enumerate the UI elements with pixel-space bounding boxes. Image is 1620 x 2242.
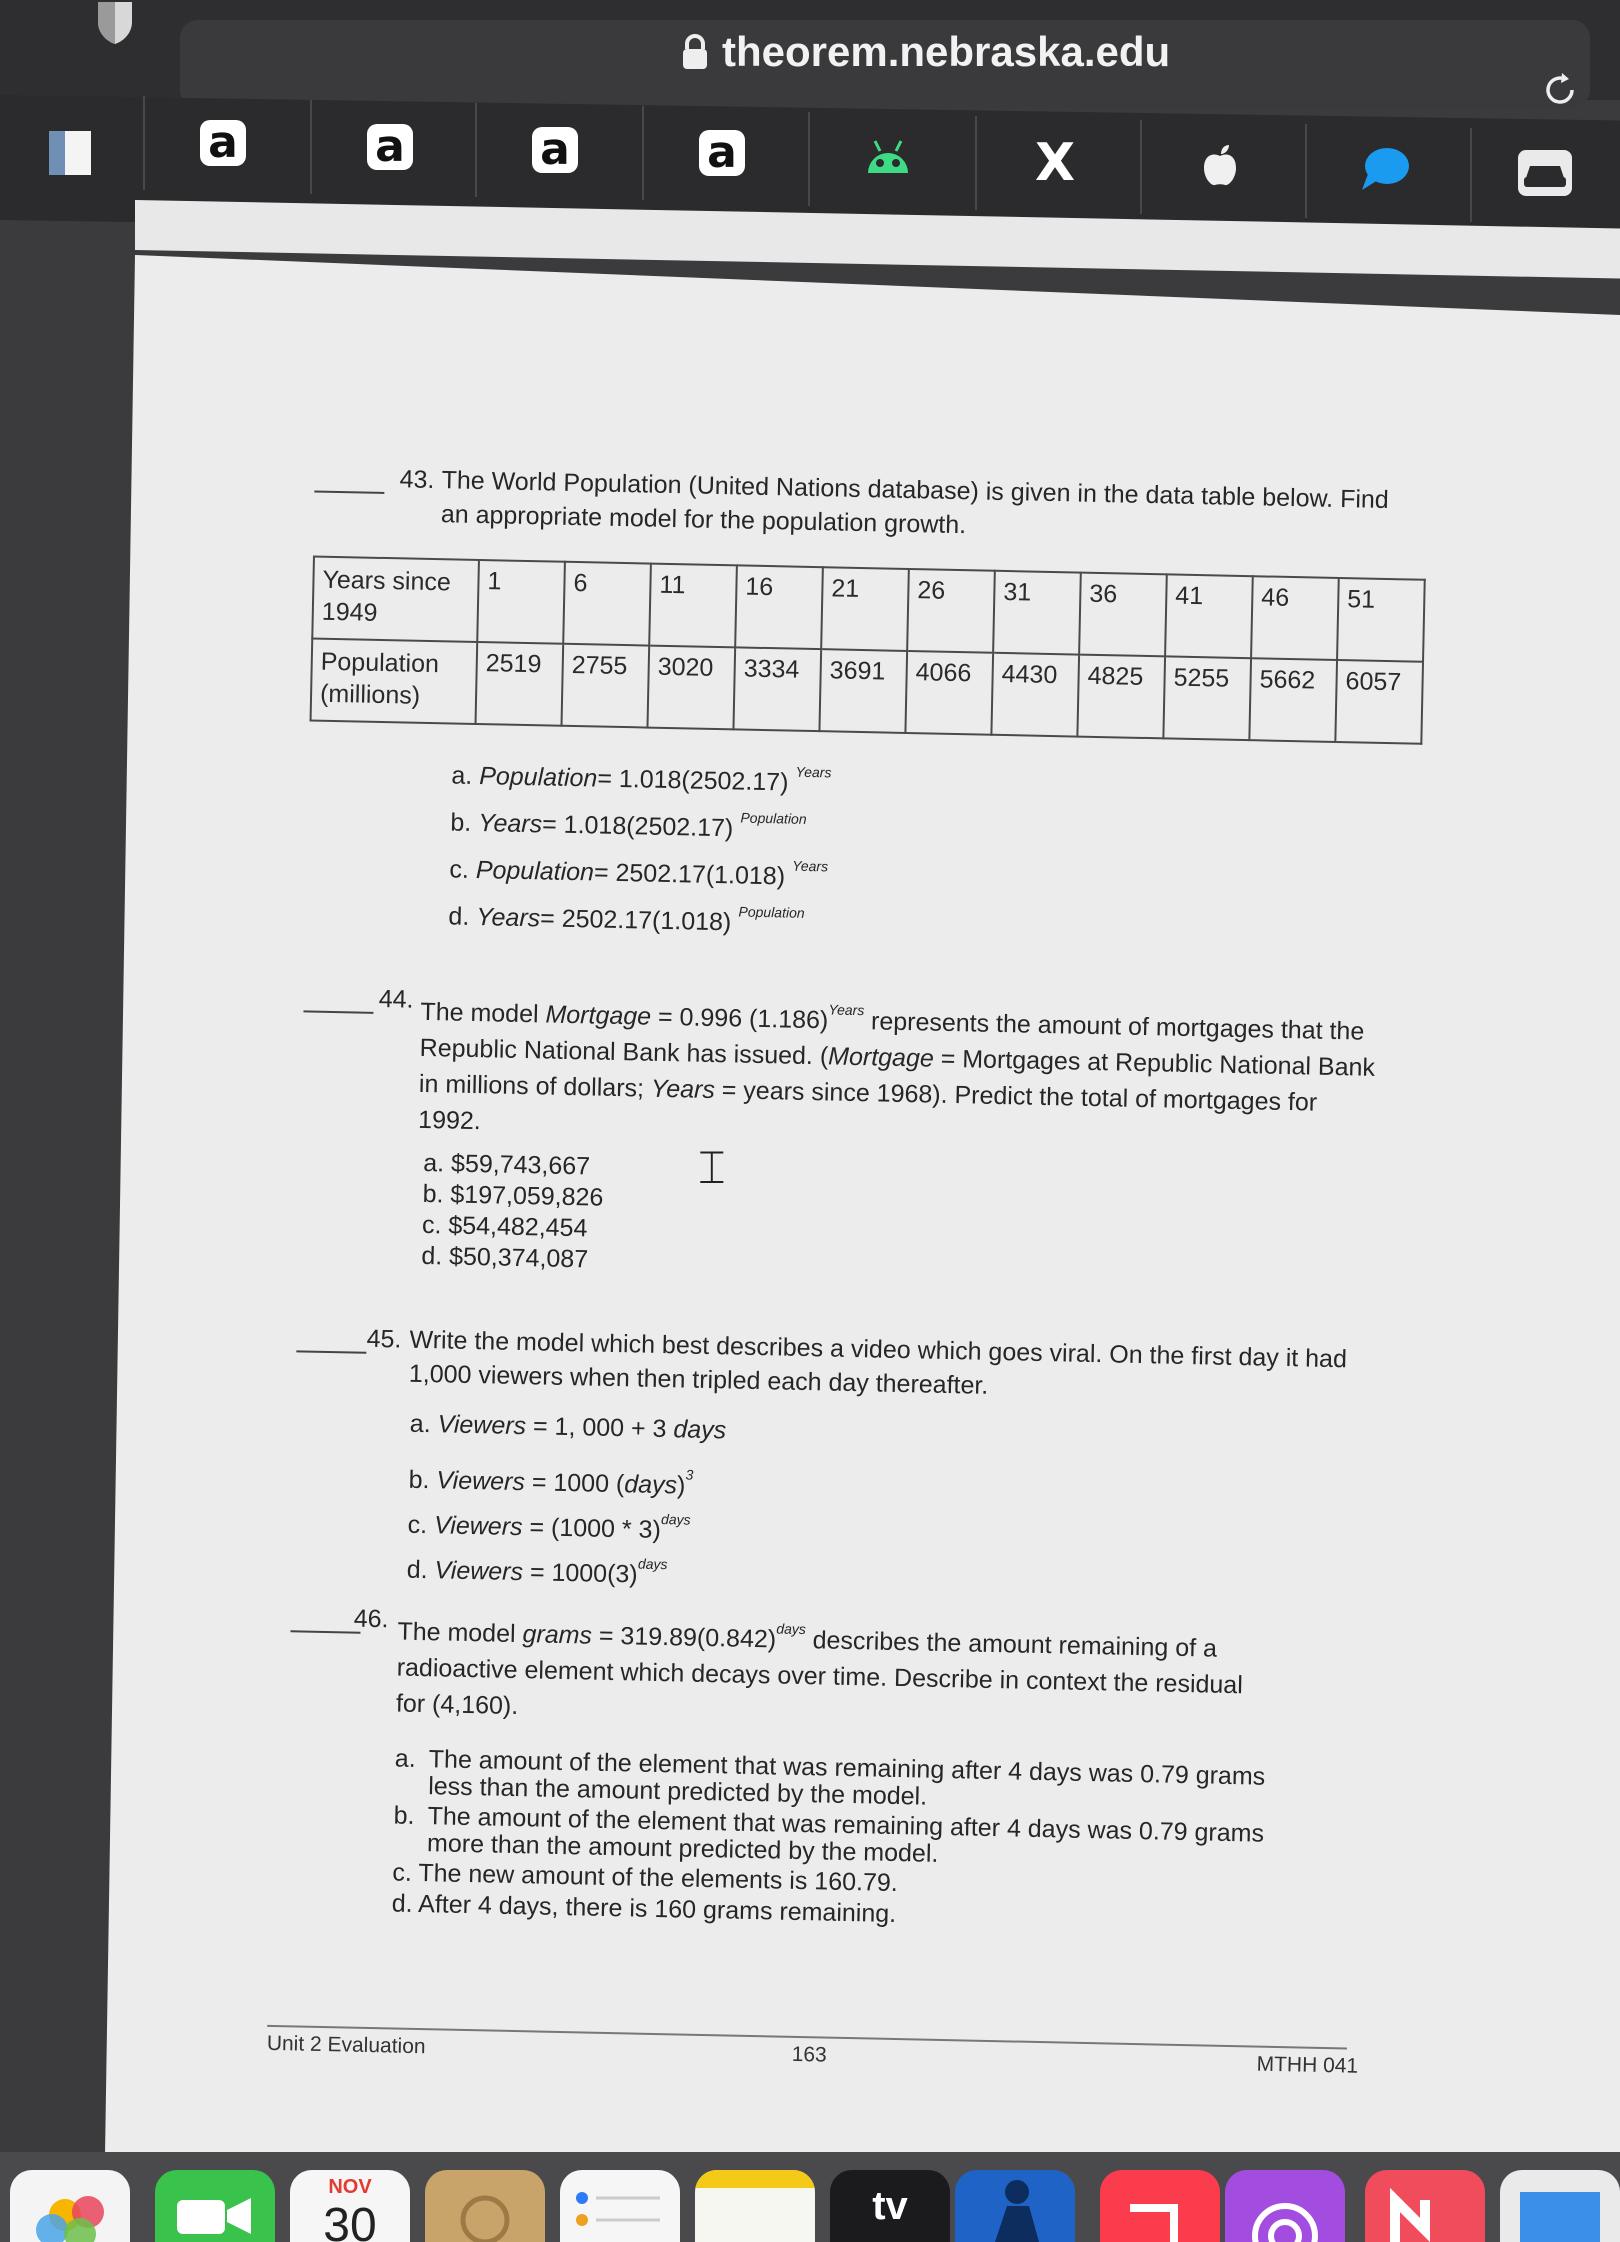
reload-icon[interactable] — [1540, 70, 1580, 110]
model-exponent: Years — [828, 1001, 865, 1019]
option-43c[interactable] — [449, 842, 828, 893]
news-icon[interactable] — [1365, 2170, 1485, 2242]
option-label: d. — [391, 1889, 413, 1918]
question-44 — [279, 980, 1429, 1136]
question-number: 46. — [353, 1604, 389, 1634]
option-label: a. — [451, 761, 473, 790]
text-part: represents the amount of mortgages that the Republic National Bank has issued. ( — [419, 1007, 1365, 1071]
music-icon[interactable] — [1100, 2170, 1220, 2242]
table-cell: 26 — [907, 569, 995, 653]
table-cell: 31 — [993, 571, 1081, 655]
option-45d[interactable] — [406, 1543, 667, 1591]
amazon-icon: a — [532, 127, 578, 173]
favorite-amazon-1[interactable] — [143, 88, 303, 198]
table-cell: 3691 — [819, 649, 907, 733]
option-variable: Years — [475, 903, 541, 933]
favorite-apple[interactable] — [1140, 112, 1300, 222]
option-text: The amount of the element that was remaining after 4 days was 0.79 grams more than the amount predicted by the model. — [426, 1802, 1265, 1868]
text-part: = years since 1968). Predict the total of mortgages for 1992. — [417, 1076, 1318, 1136]
option-expression: = 2502.17(1.018) — [539, 904, 732, 937]
option-variable: Years — [477, 809, 543, 839]
model-variable: grams — [522, 1620, 593, 1650]
option-expression: = (1000 * 3) — [522, 1513, 662, 1544]
favorite-android[interactable] — [808, 104, 968, 214]
table-cell: 6 — [563, 562, 651, 646]
option-text: The amount of the element that was remaining after 4 days was 0.79 grams less than the amount predicted by the model. — [427, 1745, 1266, 1811]
question-text — [418, 983, 1381, 1158]
text-part: describes the amount remaining of a radioactive element which decays over time. Describe in context the residual for (4,160). — [395, 1626, 1244, 1721]
option-text: The new amount of the elements is 160.79. — [418, 1859, 899, 1898]
favorite-x[interactable] — [975, 108, 1135, 218]
table-cell: 4430 — [991, 653, 1079, 737]
separator — [642, 106, 644, 200]
calendar-month: NOV — [328, 2176, 372, 2198]
option-label: b. — [450, 808, 472, 837]
option-label: c. — [392, 1858, 413, 1887]
table-cell: 3020 — [647, 646, 735, 730]
separator — [310, 100, 312, 194]
worksheet — [256, 460, 1440, 2124]
reminders-icon[interactable] — [560, 2170, 680, 2242]
apple-tv-icon[interactable] — [830, 2170, 950, 2242]
podcasts-icon[interactable] — [1225, 2170, 1345, 2242]
table-row-header: Years since 1949 — [312, 557, 479, 642]
separator — [1470, 128, 1472, 222]
table-cell: 16 — [735, 565, 823, 649]
option-43b[interactable] — [450, 795, 807, 845]
table-cell: 21 — [821, 567, 909, 651]
question-text — [396, 1603, 1248, 1740]
separator — [475, 103, 477, 197]
option-45a[interactable] — [410, 1408, 727, 1447]
question-text: The World Population (United Nations database) is given in the data table below. Find an appropriate model for the population growth. — [440, 466, 1390, 540]
option-45c[interactable] — [407, 1498, 691, 1547]
table-cell: 46 — [1251, 576, 1339, 660]
question-number: 43. — [399, 465, 435, 495]
option-expression: ) — [676, 1471, 686, 1500]
option-expression: = 1000 ( — [524, 1468, 625, 1499]
option-exponent: Years — [792, 857, 829, 875]
books-icon[interactable] — [955, 2170, 1075, 2242]
option-exponent: Population — [740, 809, 807, 827]
lock-icon — [682, 34, 708, 70]
table-cell: 2519 — [476, 642, 564, 726]
question-text: Write the model which best describes a video which goes viral. On the first day it had 1,000 viewers when then tripled each day thereafter. — [408, 1325, 1348, 1400]
option-variable: Viewers — [437, 1410, 527, 1441]
option-variable: days — [624, 1470, 678, 1500]
facetime-icon[interactable] — [155, 2170, 275, 2242]
option-variable: Viewers — [434, 1556, 524, 1587]
model-expression: = 319.89(0.842) — [591, 1621, 777, 1654]
option-44c[interactable]: c. $54,482,454 — [421, 1210, 588, 1243]
option-variable: days — [673, 1415, 727, 1445]
table-cell: 41 — [1165, 574, 1253, 658]
question-number: 45. — [366, 1324, 402, 1354]
option-exponent: 3 — [685, 1466, 694, 1483]
option-expression: = 1000(3) — [522, 1558, 638, 1589]
shield-icon[interactable] — [92, 0, 138, 46]
option-text: After 4 days, there is 160 grams remaining. — [417, 1890, 897, 1929]
favorite-amazon-2[interactable] — [310, 92, 470, 202]
population-table — [310, 556, 1426, 745]
defined-variable: Mortgage — [827, 1042, 935, 1073]
table-cell: 5662 — [1249, 658, 1337, 742]
answer-blank[interactable] — [290, 1630, 360, 1633]
answer-blank[interactable] — [303, 1010, 373, 1013]
amazon-icon: a — [367, 124, 413, 170]
model-variable: Mortgage — [545, 1000, 652, 1031]
chat-bubble-icon — [1360, 146, 1410, 197]
option-label: b. — [393, 1801, 415, 1830]
option-label: a. — [394, 1744, 416, 1773]
question-45 — [272, 1320, 1422, 1400]
favorite-amazon-3[interactable] — [475, 95, 635, 205]
notes-icon[interactable] — [695, 2170, 815, 2242]
table-cell: 2755 — [561, 644, 649, 728]
separator — [1305, 124, 1307, 218]
tv-label: tv — [872, 2184, 908, 2228]
question-number: 44. — [378, 984, 414, 1014]
option-expression: = 1, 000 + 3 — [525, 1412, 674, 1444]
text-cursor-icon: ⌶ — [698, 1140, 726, 1194]
option-expression: = 1.018(2502.17) — [541, 810, 734, 843]
option-variable: Population — [475, 855, 595, 887]
table-cell: 3334 — [733, 647, 821, 731]
table-cell: 36 — [1079, 573, 1167, 657]
footer-left: Unit 2 Evaluation — [266, 2031, 426, 2059]
option-variable: Population — [478, 762, 598, 793]
option-variable: Viewers — [436, 1466, 526, 1497]
table-row-header: Population (millions) — [311, 639, 478, 724]
option-exponent: Population — [738, 903, 805, 921]
separator — [143, 96, 145, 190]
text-part: = Mortgages at Republic National Bank in millions of dollars; — [418, 1044, 1376, 1103]
calendar-icon[interactable] — [290, 2170, 410, 2242]
question-46 — [266, 1600, 1416, 1721]
keynote-icon[interactable] — [1500, 2170, 1620, 2242]
answer-blank[interactable] — [296, 1350, 366, 1353]
option-44a[interactable]: a. $59,743,667 — [423, 1148, 591, 1181]
option-label: a. — [409, 1409, 431, 1439]
option-exponent: days — [637, 1555, 668, 1573]
document-icon — [47, 129, 93, 182]
option-43a[interactable] — [451, 748, 832, 799]
amazon-icon: a — [699, 130, 745, 176]
separator — [808, 112, 810, 206]
url-text[interactable]: theorem.nebraska.edu — [722, 28, 1171, 75]
separator — [1140, 120, 1142, 214]
amazon-icon: a — [200, 120, 246, 166]
footer-right: MTHH 041 — [1256, 2052, 1359, 2078]
option-44b[interactable]: b. $197,059,826 — [422, 1179, 604, 1212]
option-label: d. — [448, 902, 470, 931]
option-expression: = 1.018(2502.17) — [597, 764, 789, 797]
favorite-car[interactable] — [1470, 120, 1620, 230]
favorite-document[interactable] — [0, 100, 140, 210]
footer-page-number: 163 — [791, 2042, 828, 2067]
favorite-chat[interactable] — [1305, 116, 1465, 226]
option-exponent: Years — [795, 763, 832, 781]
favorite-amazon-4[interactable] — [642, 98, 802, 208]
defined-variable: Years — [650, 1074, 716, 1105]
text-part: The model — [420, 997, 546, 1029]
option-label: c. — [407, 1510, 428, 1540]
option-43d[interactable] — [448, 889, 805, 939]
text-part: The model — [397, 1617, 523, 1649]
car-icon — [1518, 150, 1572, 201]
table-cell: 11 — [649, 564, 737, 648]
apple-icon — [1202, 144, 1238, 191]
photos-icon[interactable] — [10, 2170, 130, 2242]
option-45b[interactable] — [408, 1453, 693, 1502]
option-44d[interactable]: d. $50,374,087 — [421, 1241, 589, 1274]
option-label: b. — [408, 1465, 430, 1495]
option-variable: Viewers — [433, 1511, 523, 1542]
option-exponent: days — [660, 1511, 691, 1528]
calendar-day: 30 — [323, 2199, 377, 2242]
option-label: d. — [406, 1555, 428, 1585]
x-icon: X — [1034, 133, 1076, 193]
answer-blank[interactable] — [314, 491, 384, 494]
model-exponent: days — [776, 1620, 807, 1638]
contacts-icon[interactable] — [425, 2170, 545, 2242]
separator — [975, 116, 977, 210]
option-expression: = 2502.17(1.018) — [593, 858, 786, 891]
table-cell: 4825 — [1077, 655, 1165, 739]
table-cell: 51 — [1337, 578, 1425, 662]
android-icon — [865, 137, 911, 182]
option-label: c. — [449, 855, 470, 884]
table-cell: 1 — [477, 560, 565, 644]
table-cell: 4066 — [905, 651, 993, 735]
model-expression: = 0.996 (1.186) — [650, 1002, 829, 1035]
table-cell: 6057 — [1335, 660, 1423, 744]
table-cell: 5255 — [1163, 656, 1251, 740]
